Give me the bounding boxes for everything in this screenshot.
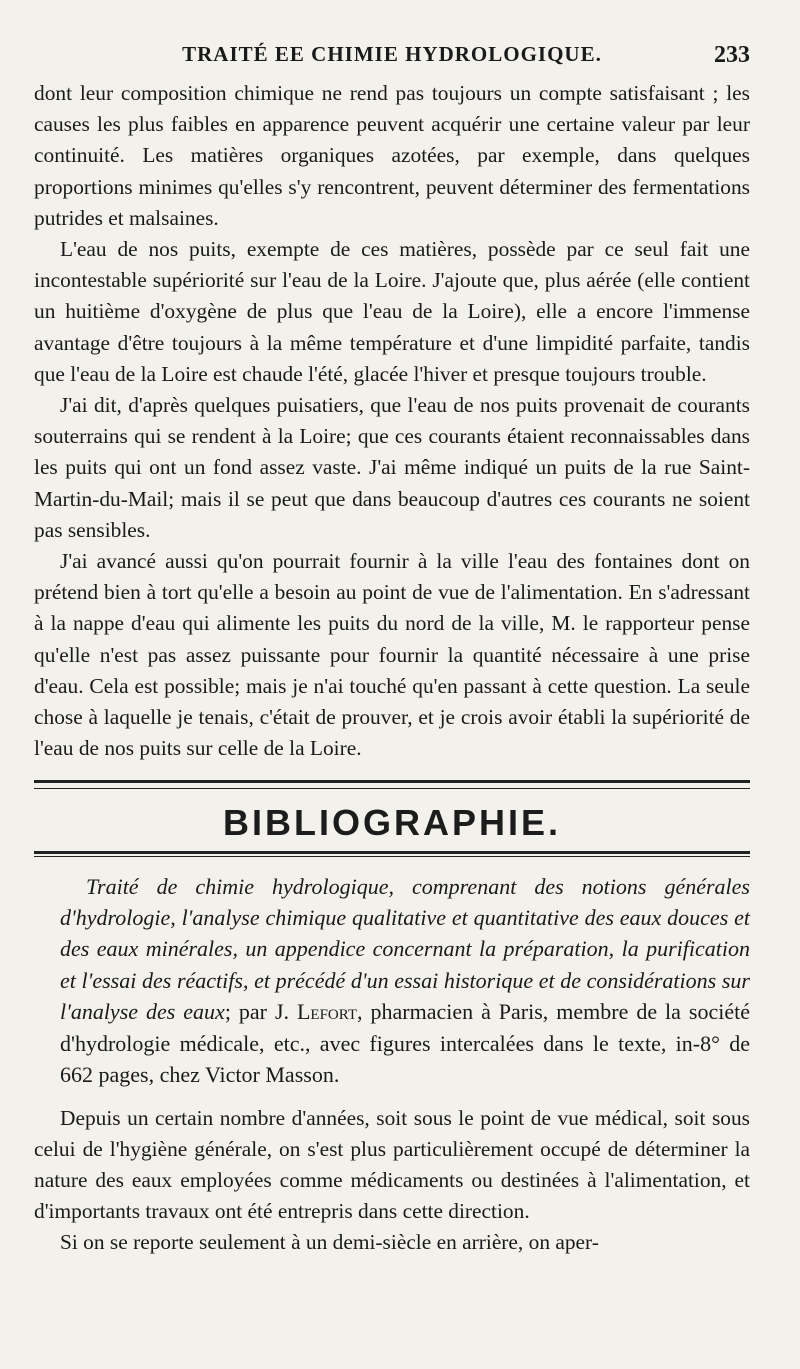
section-rule-thin xyxy=(34,856,750,857)
paragraph: dont leur composition chimique ne rend pas toujours un compte satisfaisant ; les causes les plus faibles en apparence peuvent acquérir une certaine valeur par leur continuité. Les matières organiques azotées, par exemple, dans quelques proportions minimes qu'elles s'y rencontrent, peuvent déterminer des fermentations putrides et malsaines. xyxy=(34,81,750,230)
review-details: , pharmacien à Paris, membre de la société d'hydrologie médicale, etc., avec figures intercalées dans le texte, in-8° de 662 pages, chez Victor Masson. xyxy=(60,999,750,1088)
review-author: Lefort xyxy=(296,999,358,1025)
section-rule xyxy=(34,851,750,854)
paragraph: L'eau de nos puits, exempte de ces matières, possède par ce seul fait une incontestable supériorité sur l'eau de la Loire. J'ajoute que, plus aérée (elle contient un huitième d'oxygène de plus que l'eau de la Loire), elle a encore l'immense avantage d'être toujours à la même température et d'une limpidité parfaite, tandis que l'eau de la Loire est chaude l'été, glacée l'hiver et presque toujours trouble. xyxy=(34,237,750,386)
running-title: TRAITÉ EE CHIMIE HYDROLOGIQUE. xyxy=(182,42,602,66)
review-citation xyxy=(34,871,750,1091)
section-divider xyxy=(34,780,750,789)
paragraph: J'ai avancé aussi qu'on pourrait fournir à la ville l'eau des fontaines dont on prétend bien à tort qu'elle a besoin au point de vue de l'alimentation. En s'adressant à la nappe d'eau qui alimente les puits du nord de la ville, M. le rapporteur pense qu'elle n'est pas assez puissante pour fournir la quantité nécessaire à une prise d'eau. Cela est possible; mais je n'ai touché qu'en passant à cette question. La seule chose à laquelle je tenais, c'était de prouver, et je crois avoir établi la supériorité de l'eau de nos puits sur celle de la Loire. xyxy=(34,549,750,761)
section-title: BIBLIOGRAPHIE. xyxy=(222,802,561,844)
page-body xyxy=(34,78,750,1259)
paragraph: Si on se reporte seulement à un demi-siècle en arrière, on aper- xyxy=(60,1230,599,1255)
page-header xyxy=(34,42,750,82)
page-number: 233 xyxy=(714,42,750,68)
paragraph: J'ai dit, d'après quelques puisatiers, que l'eau de nos puits provenait de courants souterrains qui se rendent à la Loire; que ces courants étaient reconnaissables dans les puits qui ont un fond assez vaste. J'ai même indiqué un puits de la rue Saint-Martin-du-Mail; mais il se peut que dans beaucoup d'autres ces courants ne soient pas sensibles. xyxy=(34,393,750,542)
review-title: Traité de chimie hydrologique, comprenant des notions générales d'hydrologie, l'analyse chimique qualitative et quantitative des eaux douces et des eaux minérales, un appendice concernant la préparation, la purification et l'essai des réactifs, et précédé d'un essai historique et de considérations sur l'analyse des eaux xyxy=(60,873,750,1025)
paragraph: Depuis un certain nombre d'années, soit sous le point de vue médical, soit sous celui de l'hygiène générale, on s'est plus particulièrement occupé de déterminer la nature des eaux employées comme médicaments ou destinées à l'alimentation, et d'importants travaux ont été entrepris dans cette direction. xyxy=(34,1105,750,1224)
review-by: ; par J. xyxy=(224,999,297,1025)
